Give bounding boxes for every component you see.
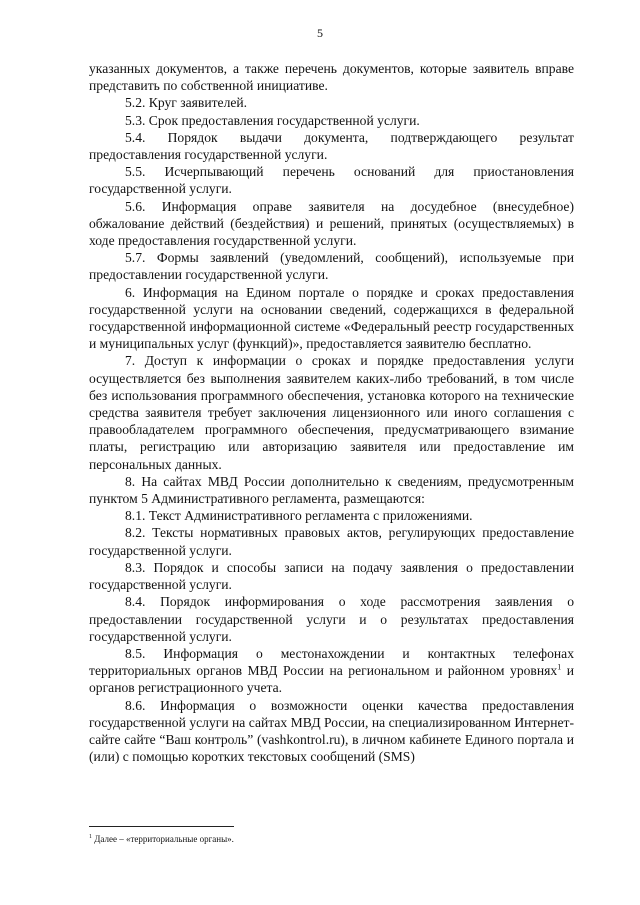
paragraph-8-5 [89, 645, 574, 697]
paragraph-5-3: 5.3. Срок предоставления государственной услуги. [125, 112, 420, 128]
document-body [89, 60, 574, 765]
page-number: 5 [317, 26, 323, 40]
paragraph-7: 7. Доступ к информации о сроках и порядке предоставления услуги осуществляется без выполнения заявителем каких-либо требований, в том числе без использования программного обеспечения, установка которого на технические средства заявителя требует заключения лицензионного или иного соглашения с правообладателем программного обеспечения, предусматривающего взимание платы, регистрацию или авторизацию заявителя или предоставление им персональных данных. [89, 353, 574, 472]
paragraph-5-7: 5.7. Формы заявлений (уведомлений, сообщений), используемые при предоставлении государственной услуги. [89, 250, 574, 283]
paragraph-6: 6. Информация на Едином портале о порядке и сроках предоставления государственной услуги на основании сведений, содержащихся в федеральной государственной информационной системе «Федеральный реестр государственных и муниципальных услуг (функций)», предоставляется заявителю бесплатно. [89, 284, 574, 352]
paragraph-5-4: 5.4. Порядок выдачи документа, подтверждающего результат предоставления государственной услуги. [89, 129, 574, 163]
footnote-marker: 1 [89, 834, 92, 840]
paragraph-8-4: 8.4. Порядок информирования о ходе рассмотрения заявления о предоставлении государственной услуги и о результатах предоставления государственной услуги. [89, 594, 574, 644]
paragraph-8-1: 8.1. Текст Административного регламента с приложениями. [125, 508, 473, 524]
footnote [89, 832, 574, 845]
paragraph-8-3: 8.3. Порядок и способы записи на подачу заявления о предоставлении государственной услуги. [89, 559, 574, 593]
footnote-text: Далее – «территориальные органы». [92, 834, 234, 844]
paragraph-5-2: 5.2. Круг заявителей. [125, 95, 248, 111]
paragraph-8-2: 8.2. Тексты нормативных правовых актов, регулирующих предоставление государственной услуги. [89, 525, 574, 558]
footnote-separator [89, 826, 234, 827]
paragraph-8-5-text: 8.5. Информация о местонахождении и контактных телефонах территориальных органов МВД России на региональном и районном уровнях [89, 645, 574, 679]
footnote-reference: 1 [557, 662, 562, 672]
paragraph-5-6: 5.6. Информация оправе заявителя на досудебное (внесудебное) обжалование действий (бездействия) и решений, принятых (осуществляемых) в ходе предоставления государственной услуги. [89, 198, 574, 249]
paragraph-8: 8. На сайтах МВД России дополнительно к сведениям, предусмотренным пунктом 5 Административного регламента, размещаются: [89, 473, 574, 507]
paragraph-8-6: 8.6. Информация о возможности оценки качества предоставления государственной услуги на сайтах МВД России, на специализированном Интернет-сайте сайте “Ваш контроль” (vashkontrol.ru), в личном кабинете Единого портала и (или) с помощью коротких текстовых сообщений (SMS) [89, 697, 574, 765]
paragraph-continuation: указанных документов, а также перечень документов, которые заявитель вправе представить по собственной инициативе. [89, 61, 574, 94]
paragraph-8-5-text-end: и органов регистрационного учета. [89, 663, 574, 696]
paragraph-5-5: 5.5. Исчерпывающий перечень оснований для приостановления государственной услуги. [89, 164, 574, 197]
